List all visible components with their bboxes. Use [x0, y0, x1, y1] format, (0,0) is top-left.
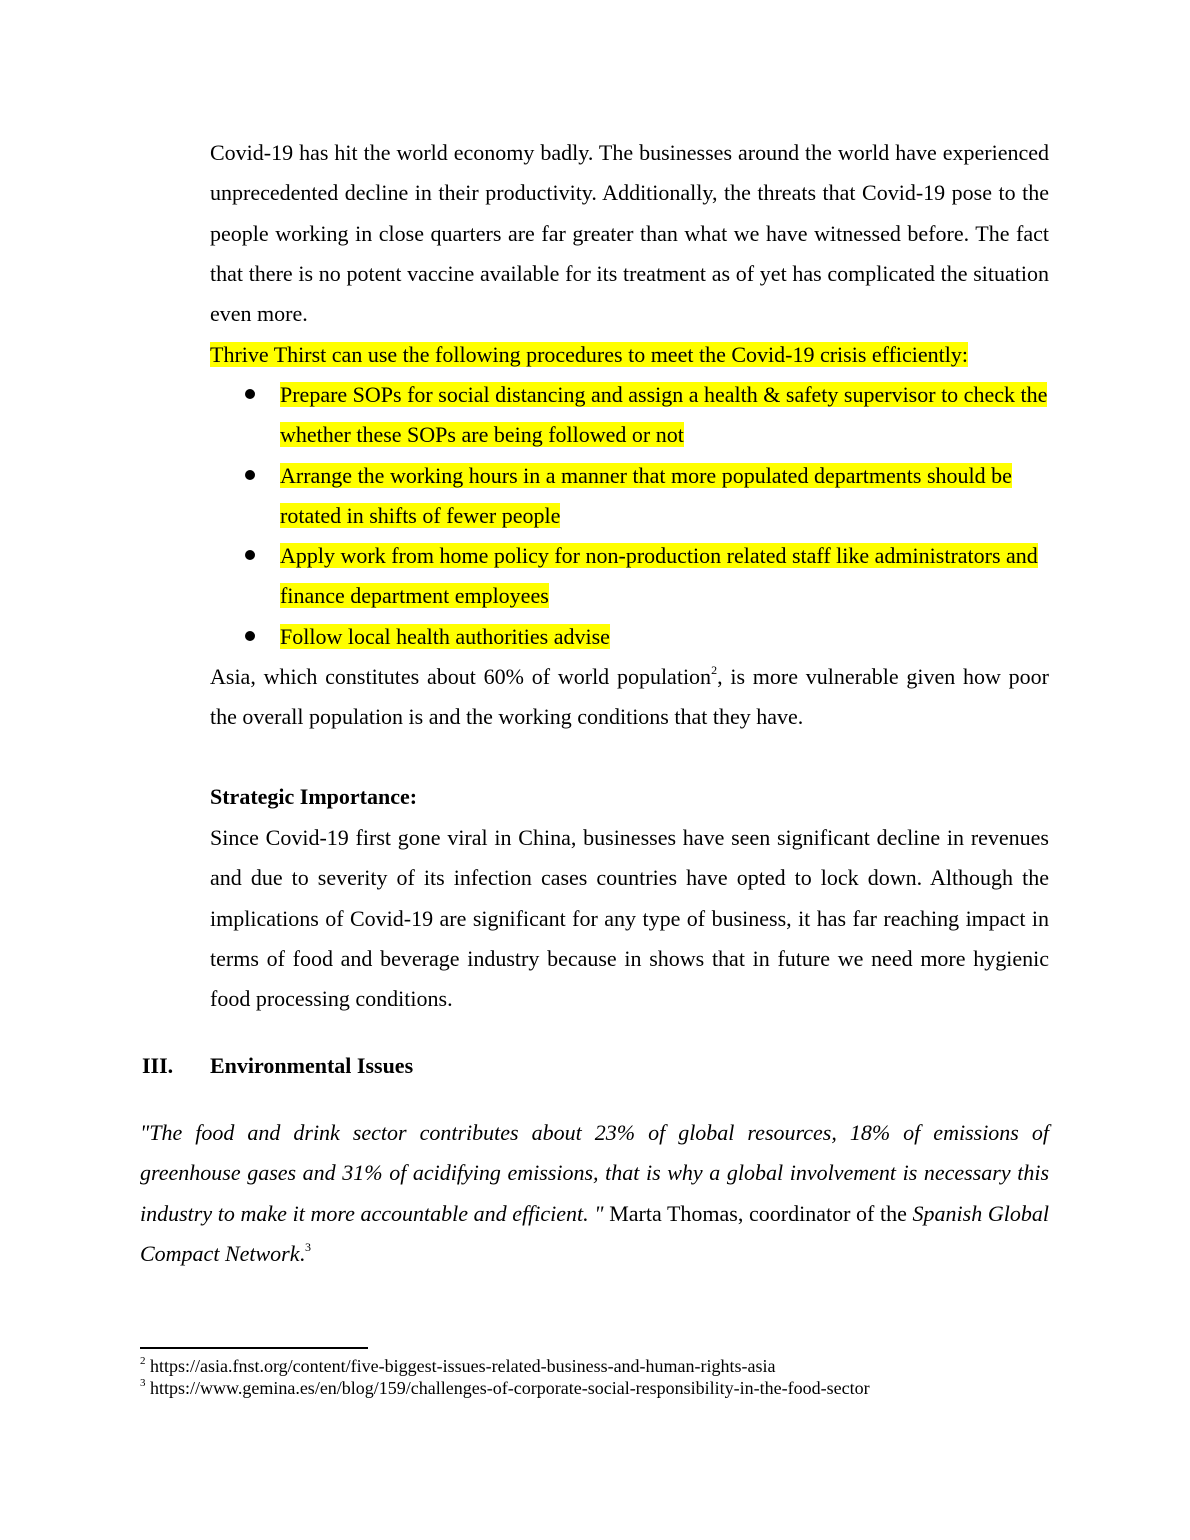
- procedure-item: [210, 536, 1049, 617]
- asia-text-after: , is more vulnerable given how poor the overall population is and the working conditions that they have.: [210, 664, 1050, 730]
- footnote-3: [140, 1377, 870, 1399]
- section-number: III.: [142, 1053, 174, 1078]
- strategic-paragraph: Since Covid-19 first gone viral in China, businesses have seen significant decline in revenues and due to severity of its infection cases countries have opted to lock down. Although the implications of Covid-19 are significant for any type of business, it has far reaching impact in terms of food and beverage industry because in shows that in future we need more hygienic food processing conditions.: [210, 825, 1049, 1012]
- section-title: Environmental Issues: [210, 1053, 414, 1078]
- procedures-intro: [210, 335, 968, 375]
- footnote-link[interactable]: https://asia.fnst.org/content/five-biggest-issues-related-business-and-human-rights-asia: [145, 1356, 776, 1376]
- footnote-number: 3: [140, 1377, 146, 1389]
- procedure-item-text: Follow local health authorities advise: [280, 623, 610, 649]
- procedures-intro-text: Thrive Thirst can use the following procedures to meet the Covid-19 crisis efficiently:: [210, 342, 968, 367]
- bullet-icon: [242, 536, 280, 576]
- procedure-item: [210, 456, 1049, 537]
- intro-paragraph: Covid-19 has hit the world economy badly. The businesses around the world have experienced unprecedented decline in their productivity. Additionally, the threats that Covid-19 pose to the people working in close quarters are far greater than what we have witnessed before. The fact that there is no potent vaccine available for its treatment as of yet has complicated the situation even more.: [210, 140, 1049, 327]
- procedure-item: [210, 617, 1049, 657]
- footnote-separator: [140, 1347, 368, 1349]
- bullet-icon: [242, 617, 280, 657]
- procedure-item: [210, 375, 1049, 456]
- strategic-heading: Strategic Importance:: [210, 784, 418, 809]
- quote-text: "The food and drink sector contributes about 23% of global resources, 18% of emissions of greenhouse gases and 31% of acidifying emissions, that is why a global involvement is necessary this industry to make it more accountable and efficient. ": [140, 1120, 1049, 1226]
- footnote-2: [140, 1355, 776, 1377]
- quote-end-punct: .: [299, 1240, 305, 1266]
- footnote-ref-2[interactable]: 2: [711, 662, 718, 677]
- asia-text-before: Asia, which constitutes about 60% of world population: [210, 664, 712, 689]
- asia-paragraph: [210, 657, 1049, 738]
- quote-organization: Spanish Global Compact Network: [140, 1200, 1049, 1266]
- quote-attribution: Marta Thomas, coordinator of the: [603, 1200, 913, 1226]
- footnote-ref-3[interactable]: 3: [305, 1239, 311, 1254]
- footnote-number: 2: [140, 1355, 146, 1367]
- procedure-item-text: Prepare SOPs for social distancing and assign a health & safety supervisor to check the whether these SOPs are being followed or not: [280, 382, 1048, 448]
- footnote-link[interactable]: https://www.gemina.es/en/blog/159/challenges-of-corporate-social-responsibility-in-the-food-sector: [145, 1378, 870, 1398]
- bullet-icon: [242, 375, 280, 415]
- procedures-list: [210, 375, 1049, 657]
- bullet-icon: [242, 456, 280, 496]
- quote-paragraph: [140, 1113, 1049, 1274]
- procedure-item-text: Arrange the working hours in a manner that more populated departments should be rotated in shifts of fewer people: [280, 462, 1012, 528]
- procedure-item-text: Apply work from home policy for non-production related staff like administrators and finance department employees: [280, 543, 1038, 609]
